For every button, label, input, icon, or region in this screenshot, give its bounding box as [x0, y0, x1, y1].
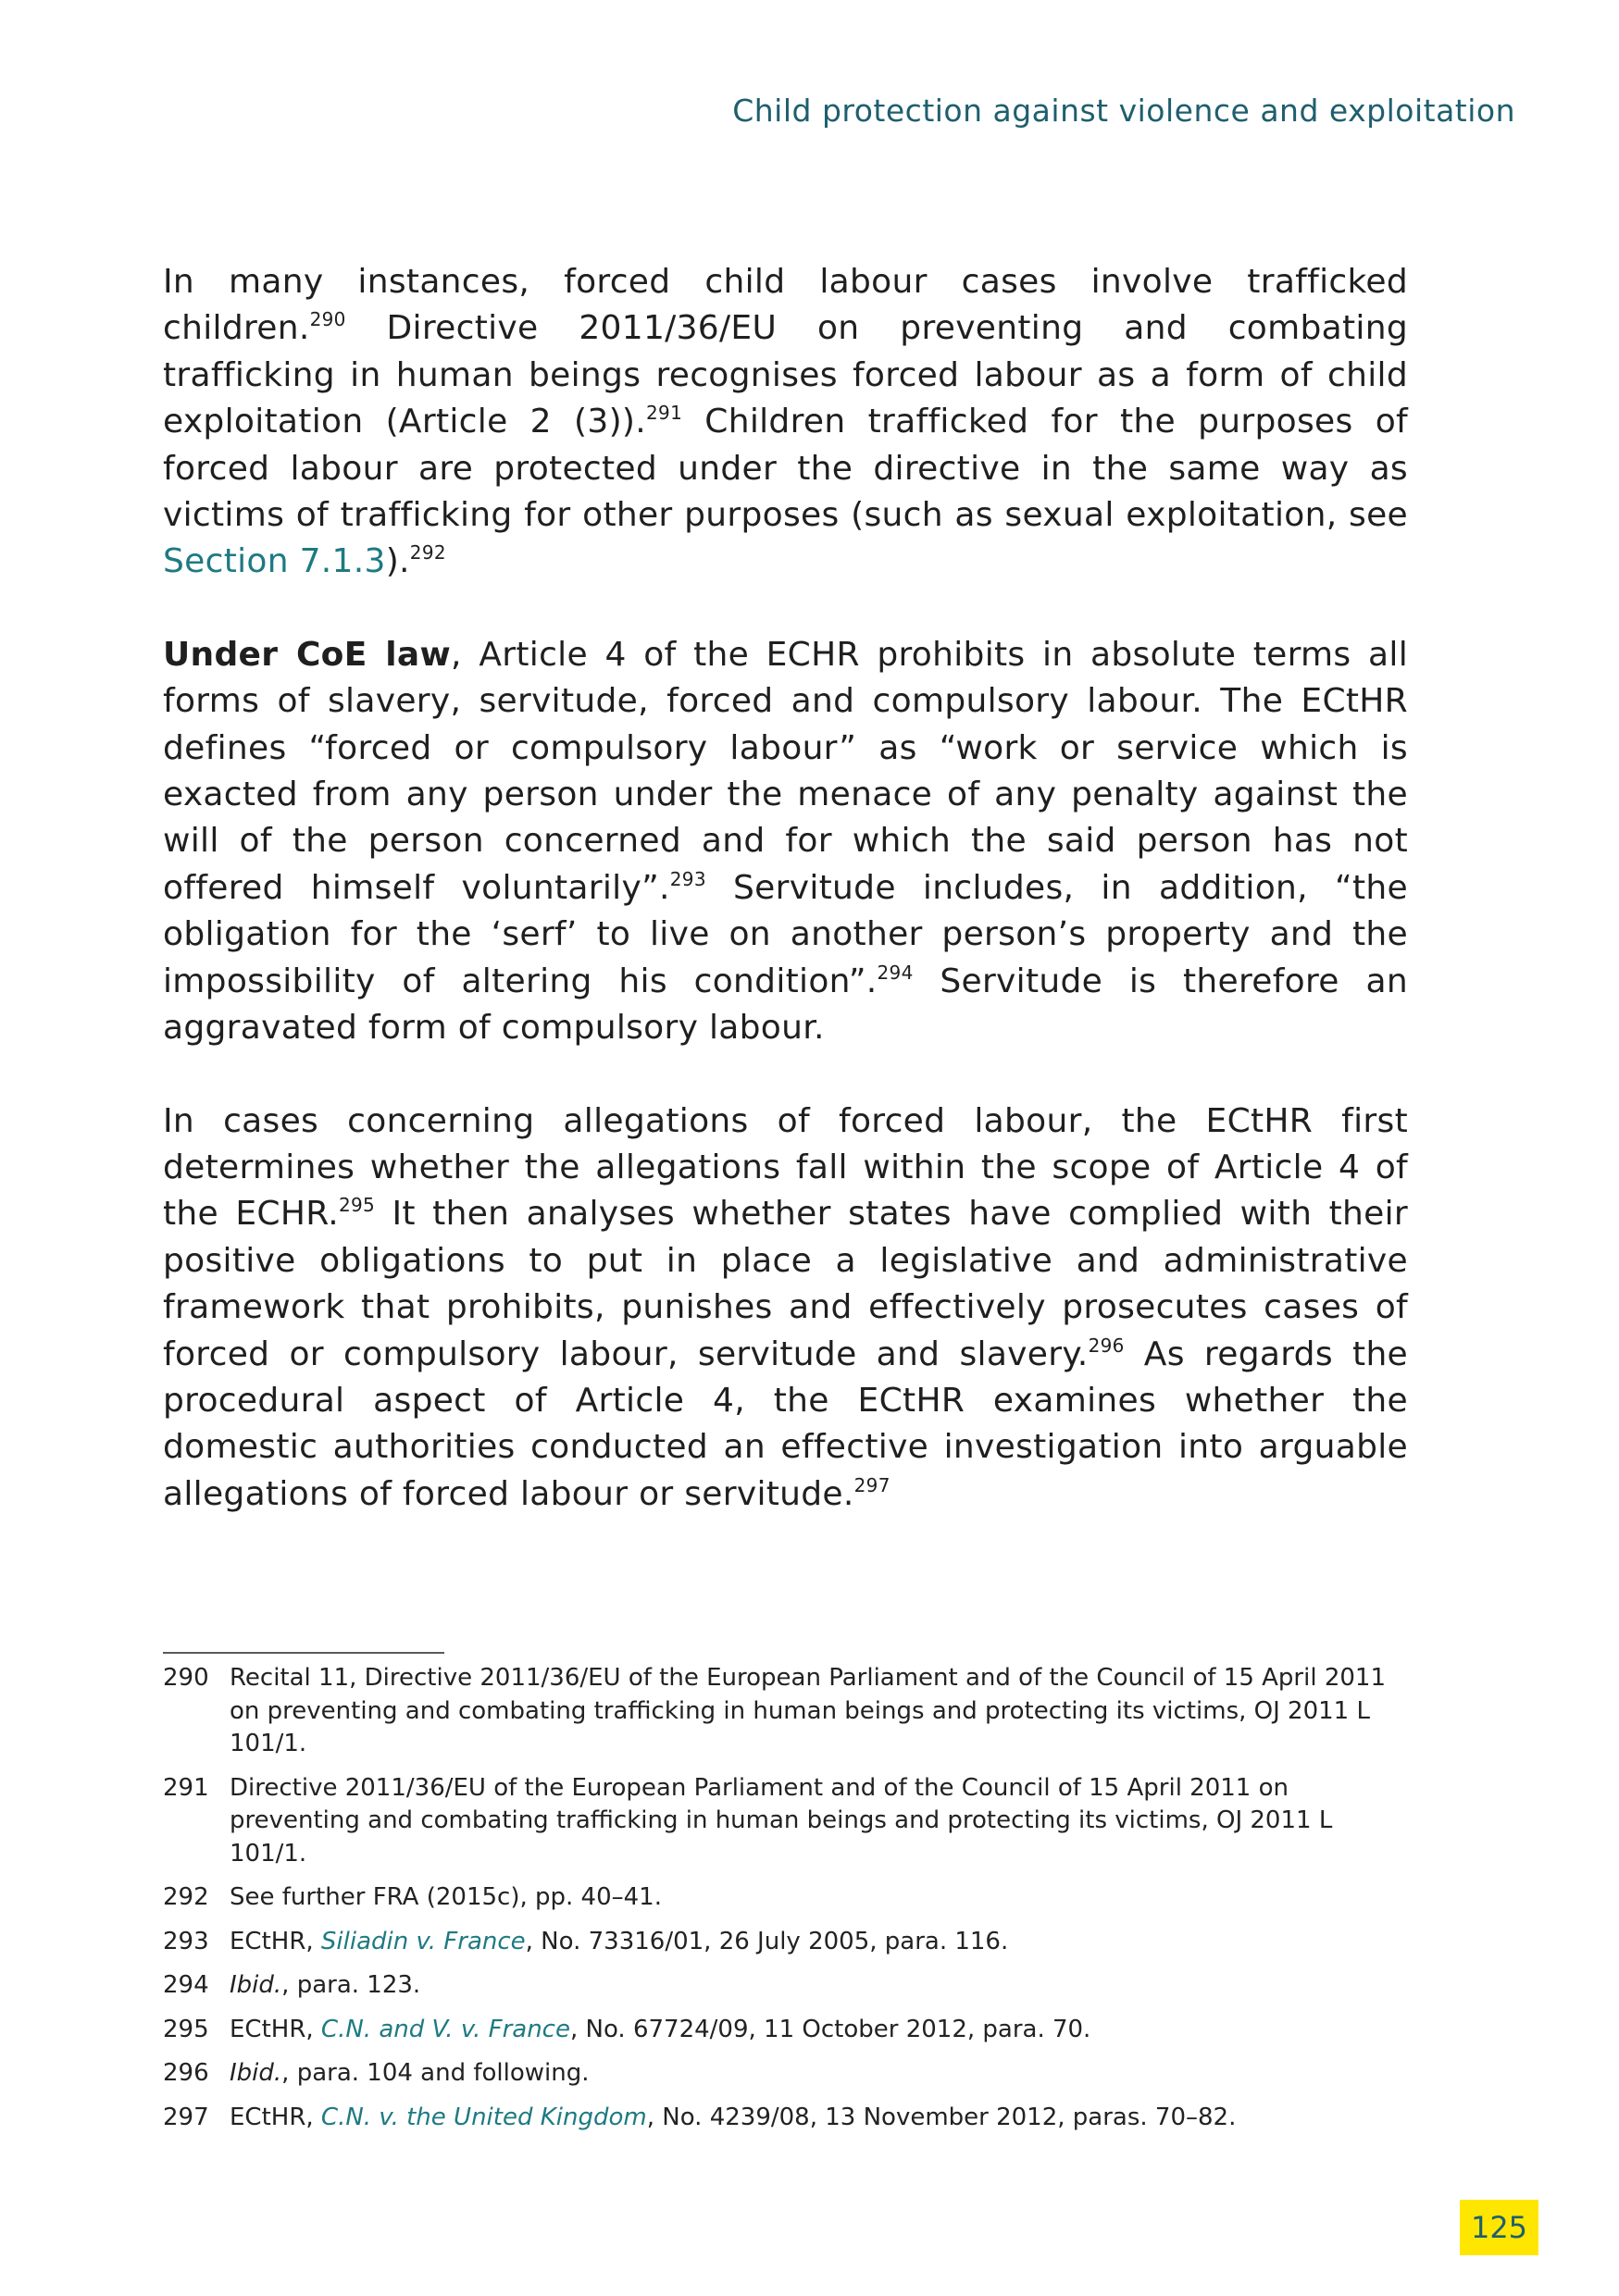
text: Directive 2011/36/EU on preventing and combating trafficking in human beings recognises forced labour as a form of child exploitation (Article 2 (3)).: [163, 309, 1408, 441]
footnote-293: [163, 1926, 1408, 1959]
court-name: ECtHR,: [230, 2015, 321, 2043]
paragraph-3: [163, 1098, 1408, 1519]
footnote-number: 293: [163, 1927, 209, 1955]
case-link[interactable]: Siliadin v. France: [320, 1927, 526, 1955]
citation: , No. 73316/01, 26 July 2005, para. 116.: [525, 1927, 1009, 1955]
footnote-290: [163, 1662, 1408, 1761]
footnote-294: [163, 1969, 1408, 2003]
footnote-text: [230, 1926, 1408, 1959]
footnote-ref-290[interactable]: 290: [309, 308, 346, 331]
footnote-text: Directive 2011/36/EU of the European Parliament and of the Council of 15 April 2011 on preventing and combating trafficking in human beings and protecting its victims, OJ 2011 L 101/1.: [230, 1773, 1333, 1868]
citation: , para. 104 and following.: [281, 2059, 590, 2087]
footnote-text: [230, 2102, 1408, 2135]
footnote-number: 296: [163, 2059, 209, 2087]
footnote-number: 290: [163, 1664, 209, 1692]
footnote-number: 295: [163, 2015, 209, 2043]
court-name: ECtHR,: [230, 2103, 321, 2131]
footnote-296: [163, 2057, 1408, 2091]
running-header: Child protection against violence and exploitation: [732, 93, 1515, 129]
ibid: Ibid.: [230, 1971, 282, 1999]
footnote-text: [230, 2057, 1408, 2091]
text: Children trafficked for the purposes of forced labour are protected under the directive in the same way as victims of trafficking for other purposes (such as sexual exploitation, see: [163, 403, 1408, 535]
footnote-ref-297[interactable]: 297: [853, 1473, 890, 1496]
footnote-ref-295[interactable]: 295: [339, 1194, 376, 1217]
text: In cases concerning allegations of forced labour, the ECtHR first determines whether the allegations fall within the scope of Article 4 of the ECHR.: [163, 1101, 1408, 1234]
court-name: ECtHR,: [230, 1927, 321, 1955]
text: , Article 4 of the ECHR prohibits in absolute terms all forms of slavery, servitude, forced and compulsory labour. The ECtHR defines “forced or compulsory labour” as “work or service which is exacted from any person under the menace of any penalty against the will of the person concerned and for which the said person has not offered himself voluntarily”.: [163, 635, 1409, 907]
footnote-ref-293[interactable]: 293: [669, 867, 706, 890]
footnote-295: [163, 2014, 1408, 2047]
footnote-number: 292: [163, 1883, 209, 1911]
citation: , para. 123.: [281, 1971, 421, 1999]
bold-lead: Under CoE law: [163, 635, 452, 674]
text: Servitude is therefore an aggravated form of compulsory labour.: [163, 962, 1408, 1048]
ibid: Ibid.: [230, 2059, 282, 2087]
text: As regards the procedural aspect of Article 4, the ECtHR examines whether the domestic authorities conducted an effective investigation into arguable allegations of forced labour or servitude.: [163, 1334, 1409, 1513]
citation: , No. 4239/08, 13 November 2012, paras. 70–82.: [646, 2103, 1237, 2131]
footnote-291: [163, 1772, 1408, 1871]
footnote-292: [163, 1881, 1408, 1915]
footnote-number: 291: [163, 1773, 209, 1802]
paragraph-2: [163, 632, 1408, 1052]
section-link[interactable]: Section 7.1.3: [163, 542, 386, 581]
footnote-ref-294[interactable]: 294: [877, 961, 914, 984]
text: ).: [385, 542, 410, 581]
footnote-number: 294: [163, 1971, 209, 1999]
footnotes: [163, 1662, 1408, 2145]
footnote-ref-296[interactable]: 296: [1088, 1334, 1125, 1357]
case-link[interactable]: C.N. v. the United Kingdom: [320, 2103, 647, 2131]
footnote-divider: [163, 1652, 444, 1654]
footnote-ref-291[interactable]: 291: [646, 402, 683, 425]
paragraph-1: [163, 259, 1408, 586]
footnote-text: See further FRA (2015c), pp. 40–41.: [230, 1883, 662, 1911]
text: It then analyses whether states have complied with their positive obligations to put in place a legislative and administrative framework that prohibits, punishes and effectively prosecutes cases of forced or compulsory labour, servitude and slavery.: [163, 1195, 1408, 1373]
case-link[interactable]: C.N. and V. v. France: [320, 2015, 570, 2043]
footnote-ref-292[interactable]: 292: [409, 541, 446, 565]
text: In many instances, forced child labour cases involve trafficked children.: [163, 263, 1408, 348]
page-number: 125: [1460, 2200, 1538, 2255]
footnote-text: [230, 1969, 1408, 2003]
footnote-text: Recital 11, Directive 2011/36/EU of the European Parliament and of the Council of 15 April 2011 on preventing and combating trafficking in human beings and protecting its victims, OJ 2011 L 101/1.: [230, 1664, 1386, 1757]
text: Servitude includes, in addition, “the obligation for the ‘serf’ to live on another person’s property and the impossibility of altering his condition”.: [163, 868, 1408, 1000]
footnote-text: [230, 2014, 1408, 2047]
main-text: [163, 259, 1408, 1564]
citation: , No. 67724/09, 11 October 2012, para. 70.: [569, 2015, 1091, 2043]
footnote-number: 297: [163, 2103, 209, 2131]
footnote-297: [163, 2102, 1408, 2135]
